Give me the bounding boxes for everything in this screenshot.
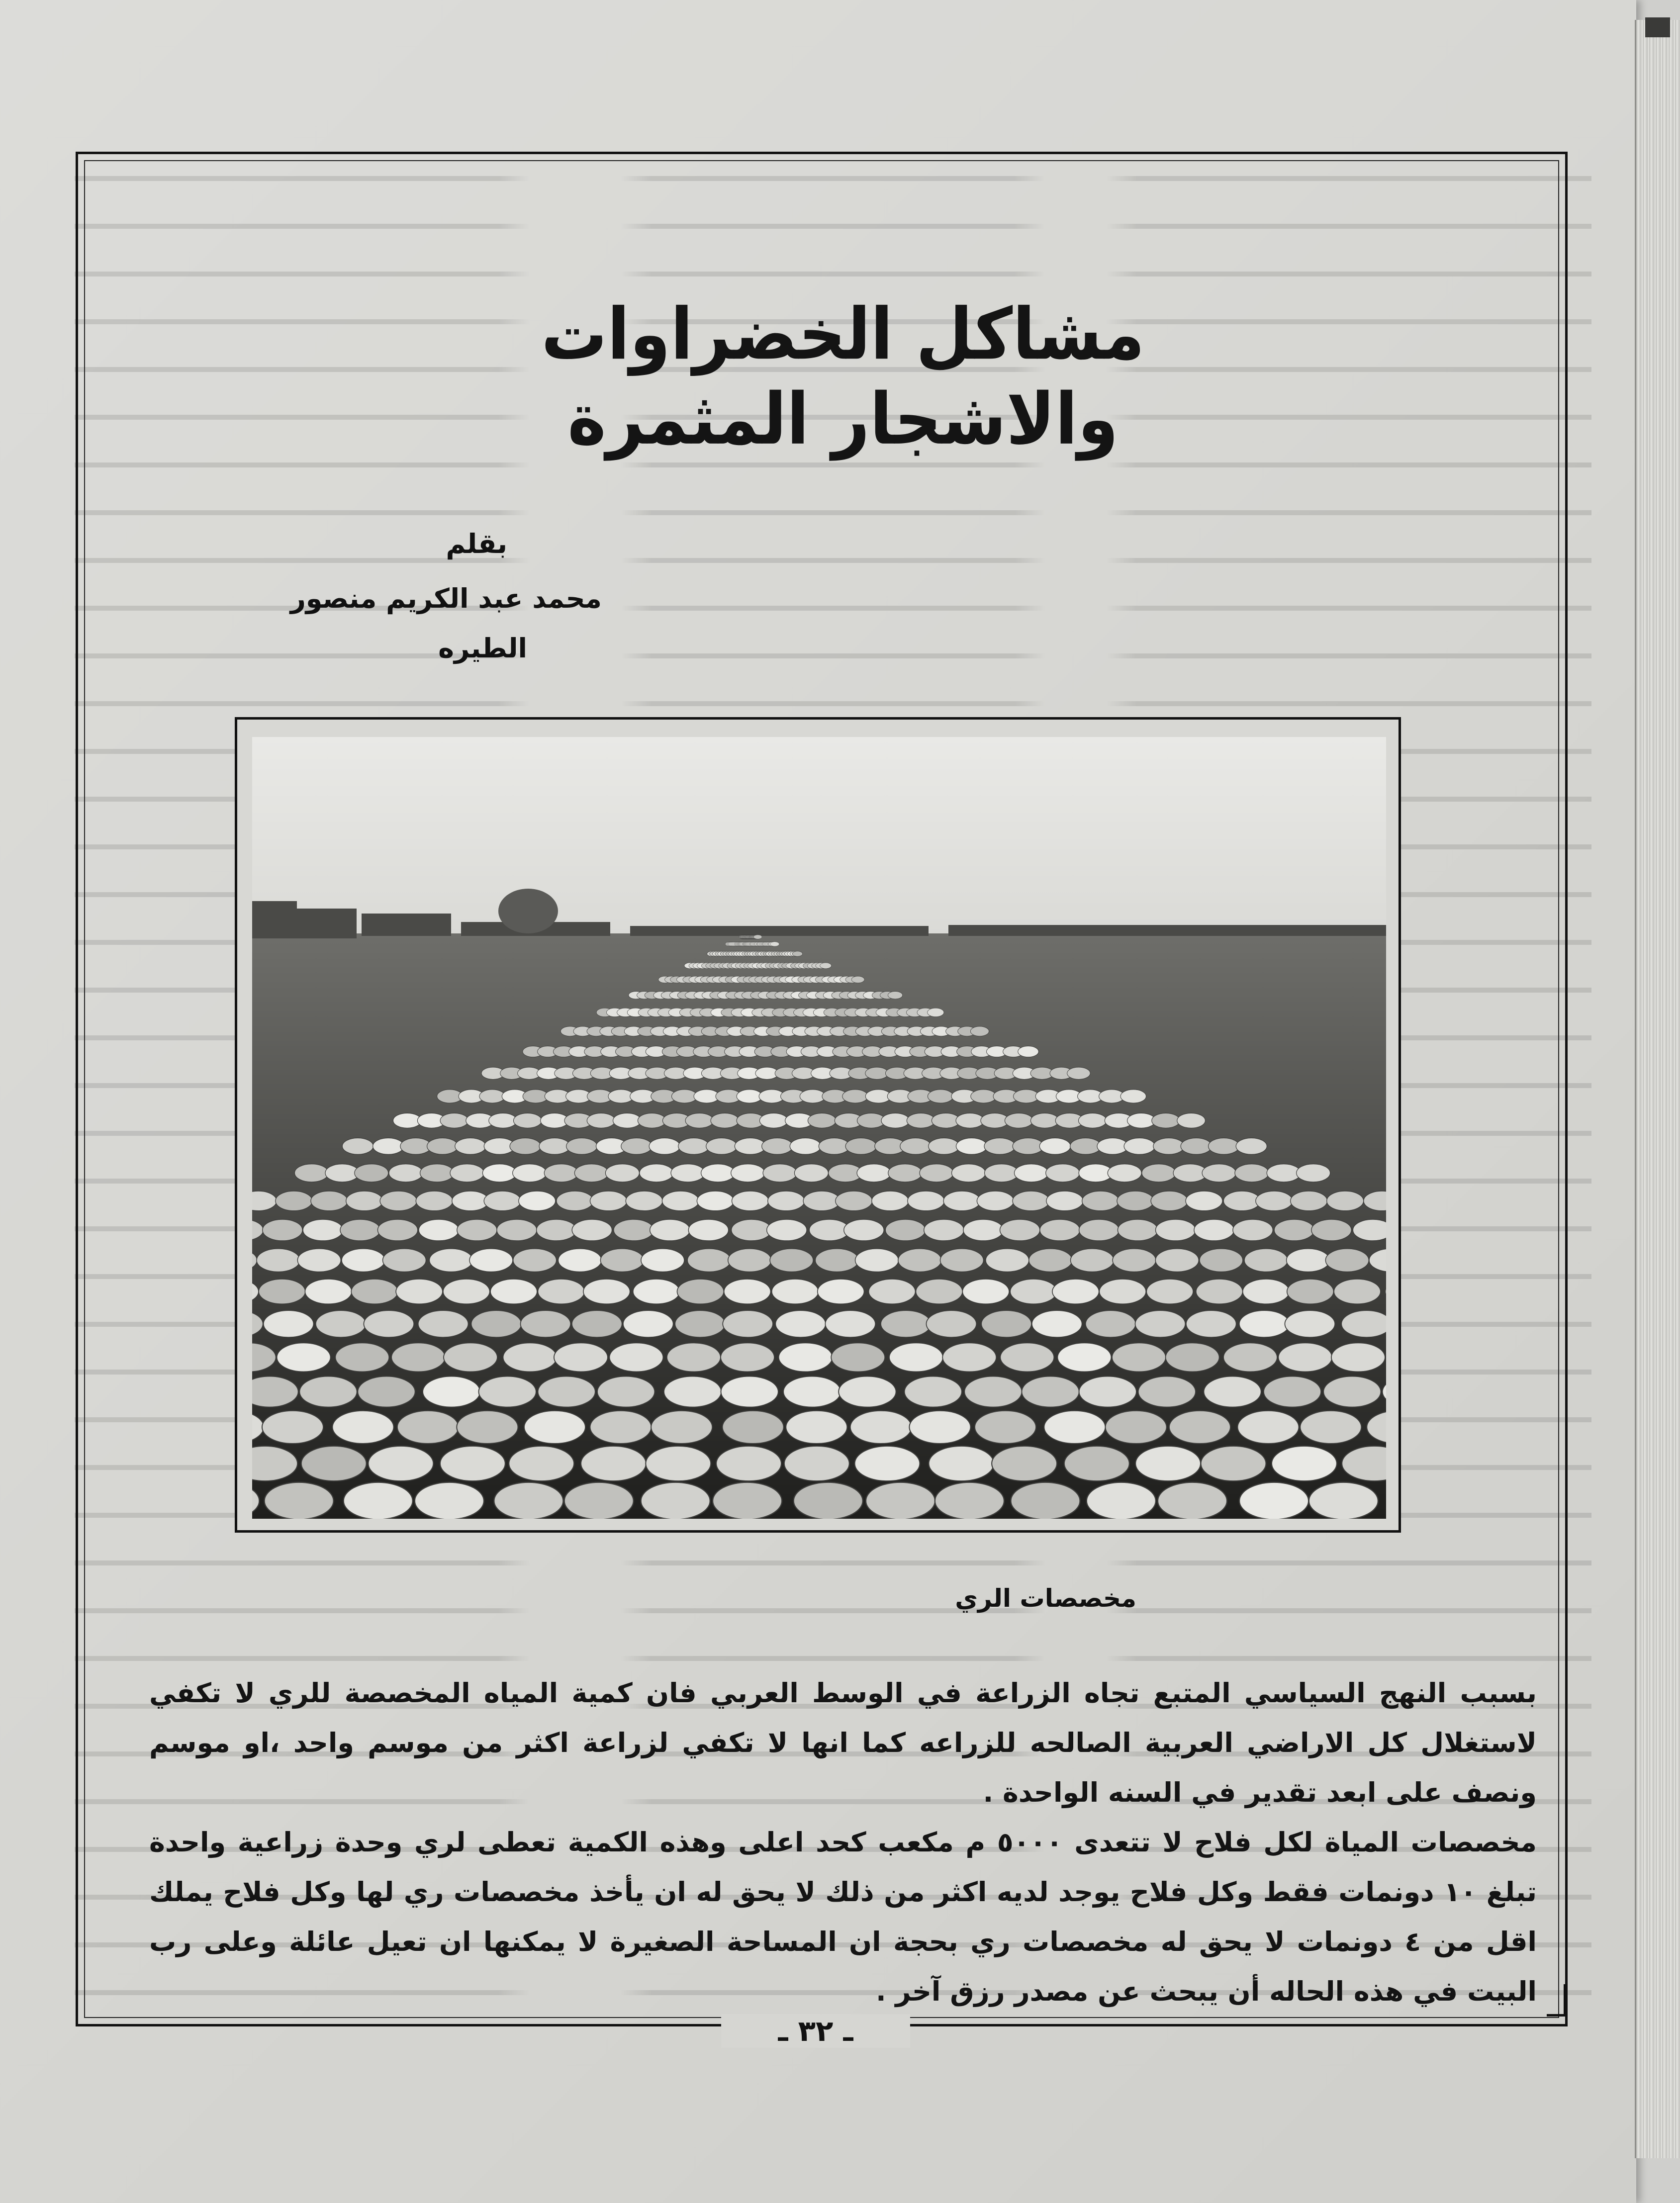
section-heading: مخصصات الري bbox=[955, 1584, 1136, 1613]
author-name: محمد عبد الكريم منصور bbox=[290, 583, 602, 614]
book-page-edges bbox=[1635, 20, 1680, 2158]
photo-frame bbox=[235, 717, 1401, 1533]
page-number: ـ ٣٢ ـ bbox=[721, 2014, 910, 2048]
byline-label: بقلم bbox=[446, 528, 507, 559]
frame-corner-mark bbox=[1547, 1984, 1566, 2017]
paragraph: مخصصات المياة لكل فلاح لا تتعدى ٥٠٠٠ م مكعب كحد اعلى وهذه الكمية تعطى لري وحدة زراعية واحدة تبلغ ١٠ دونمات فقط وكل فلاح يوجد لديه اكثر من ذلك لا يحق له ان يأخذ مخصصات ري لها وكل فلاح يملك اقل من ٤ دونمات لا يحق له مخصصات ري بحجة ان المساحة الصغيرة لا يمكنها ان تعيل عائلة وعلى رب البيت في هذه الحاله أن يبحث عن مصدر رزق آخر . bbox=[149, 1827, 1537, 2007]
lettuce-field-photo bbox=[252, 737, 1386, 1519]
article-title: مشاكل الخضراوات والاشجار المثمرة bbox=[541, 293, 1145, 461]
article-body bbox=[149, 1668, 1537, 2017]
book-edge-tab bbox=[1645, 17, 1670, 37]
paragraph: بسبب النهج السياسي المتبع تجاه الزراعة في الوسط العربي فان كمية المياه المخصصة للري لا تكفي لاستغلال كل الاراضي العربية الصالحه للزراعه كما انها لا تكفي لزراعة اكثر من موسم واحد ،او موسم ونصف على ابعد تقدير في السنه الواحدة . bbox=[149, 1677, 1537, 1808]
author-location: الطيره bbox=[438, 633, 527, 664]
